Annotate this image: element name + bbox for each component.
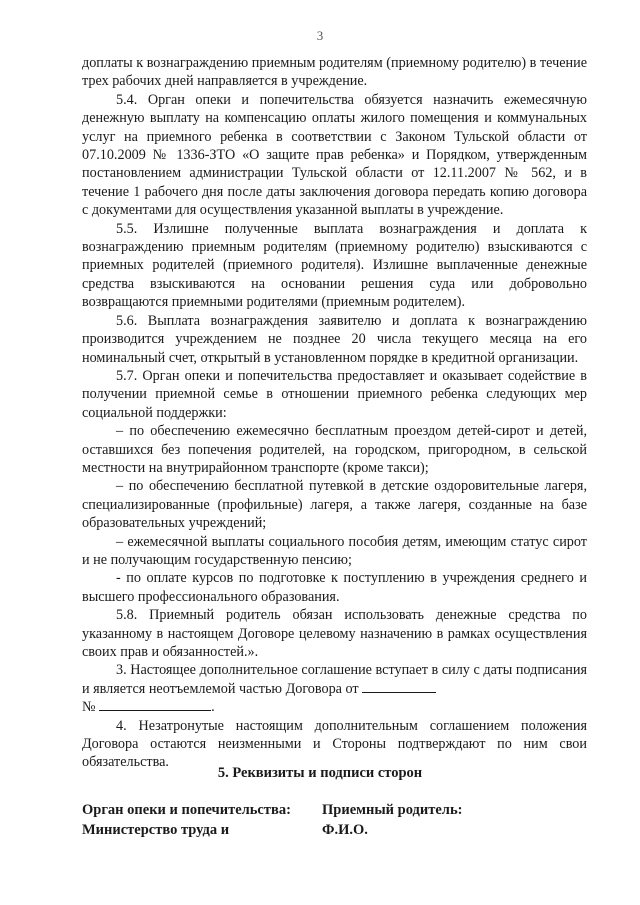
paragraph-4: 4. Незатронутые настоящим дополнительным соглашением положения Договора остаются неизменными и Стороны подтверждают по ним свои обязательства. xyxy=(82,717,587,771)
paragraph-continuation: доплаты к вознаграждению приемным родителям (приемному родителю) в течение трех рабочих дней направляется в учреждение. xyxy=(82,55,587,90)
parent-label: Приемный родитель: xyxy=(322,802,463,818)
signature-block-guardianship xyxy=(82,800,291,840)
section-title: 5. Реквизиты и подписи сторон xyxy=(217,765,423,781)
number-sign: № xyxy=(82,699,96,716)
number-blank xyxy=(99,698,211,711)
list-item-courses: - по оплате курсов по подготовке к поступлению в учреждения среднего и высшего профессионального образования. xyxy=(82,570,587,605)
paragraph-3 xyxy=(82,661,587,698)
paragraph-5-4: 5.4. Орган опеки и попечительства обязуется назначить ежемесячную денежную выплату на компенсацию оплаты жилого помещения и коммунальных услуг на приемного ребенка в соответствии с Законом Тульской области от 07.10.2009 № 1336-ЗТО «О защите прав ребенка» и Порядком, утвержденным постановлением администрации Тульской области от 12.11.2007 № 562, и в течение 1 рабочего дня после даты заключения договора передать копию договора с документами для осуществления указанной выплаты в учреждение. xyxy=(82,91,587,219)
list-item-transport: – по обеспечению ежемесячно бесплатным проездом детей-сирот и детей, оставшихся без попечения родителей, на городском, пригородном, в сельской местности на внутрирайонном транспорте (кроме такси); xyxy=(82,423,587,476)
ministry-label: Министерство труда и xyxy=(82,822,230,838)
paragraph-5-7: 5.7. Орган опеки и попечительства предоставляет и оказывает содействие в получении приемной семье в отношении приемного ребенка следующих мер социальной поддержки: xyxy=(82,367,587,421)
paragraph-5-6: 5.6. Выплата вознаграждения заявителю и доплата к вознаграждению производится учреждением не позднее 20 числа текущего месяца на его номинальный счет, открытый в установленном порядке в кредитной организации. xyxy=(82,312,587,366)
document-body xyxy=(82,54,587,772)
paragraph-3-text: 3. Настоящее дополнительное соглашение вступает в силу с даты подписания и является неотъемлемой частью Договора от xyxy=(82,662,587,697)
fio-label: Ф.И.О. xyxy=(322,822,368,838)
signature-block-parent xyxy=(322,800,462,840)
list-item-allowance: – ежемесячной выплаты социального пособия детям, имеющим статус сирот и не получающим государственную пенсию; xyxy=(82,533,587,568)
paragraph-5-5: 5.5. Излишне полученные выплата вознаграждения и доплата к вознаграждению приемным родителям (приемному родителю) взыскиваются с приемных родителей (приемного родителя). Излишне выплаченные денежные средства взыскиваются на основании решения суда или добровольно возвращаются приемными родителями (приемным родителем). xyxy=(82,220,587,311)
page-number: 3 xyxy=(316,28,324,43)
number-line: № . xyxy=(82,699,215,716)
date-blank xyxy=(362,680,436,693)
list-item-camps: – по обеспечению бесплатной путевкой в детские оздоровительные лагеря, специализированные (профильные) лагеря, а также лагеря, созданные на базе образовательных учреждений; xyxy=(82,478,587,532)
guardianship-label: Орган опеки и попечительства: xyxy=(82,802,291,818)
paragraph-5-8: 5.8. Приемный родитель обязан использовать денежные средства по указанному в настоящем Договоре целевому назначению в рамках осуществления своих прав и обязанностей.». xyxy=(82,607,587,660)
